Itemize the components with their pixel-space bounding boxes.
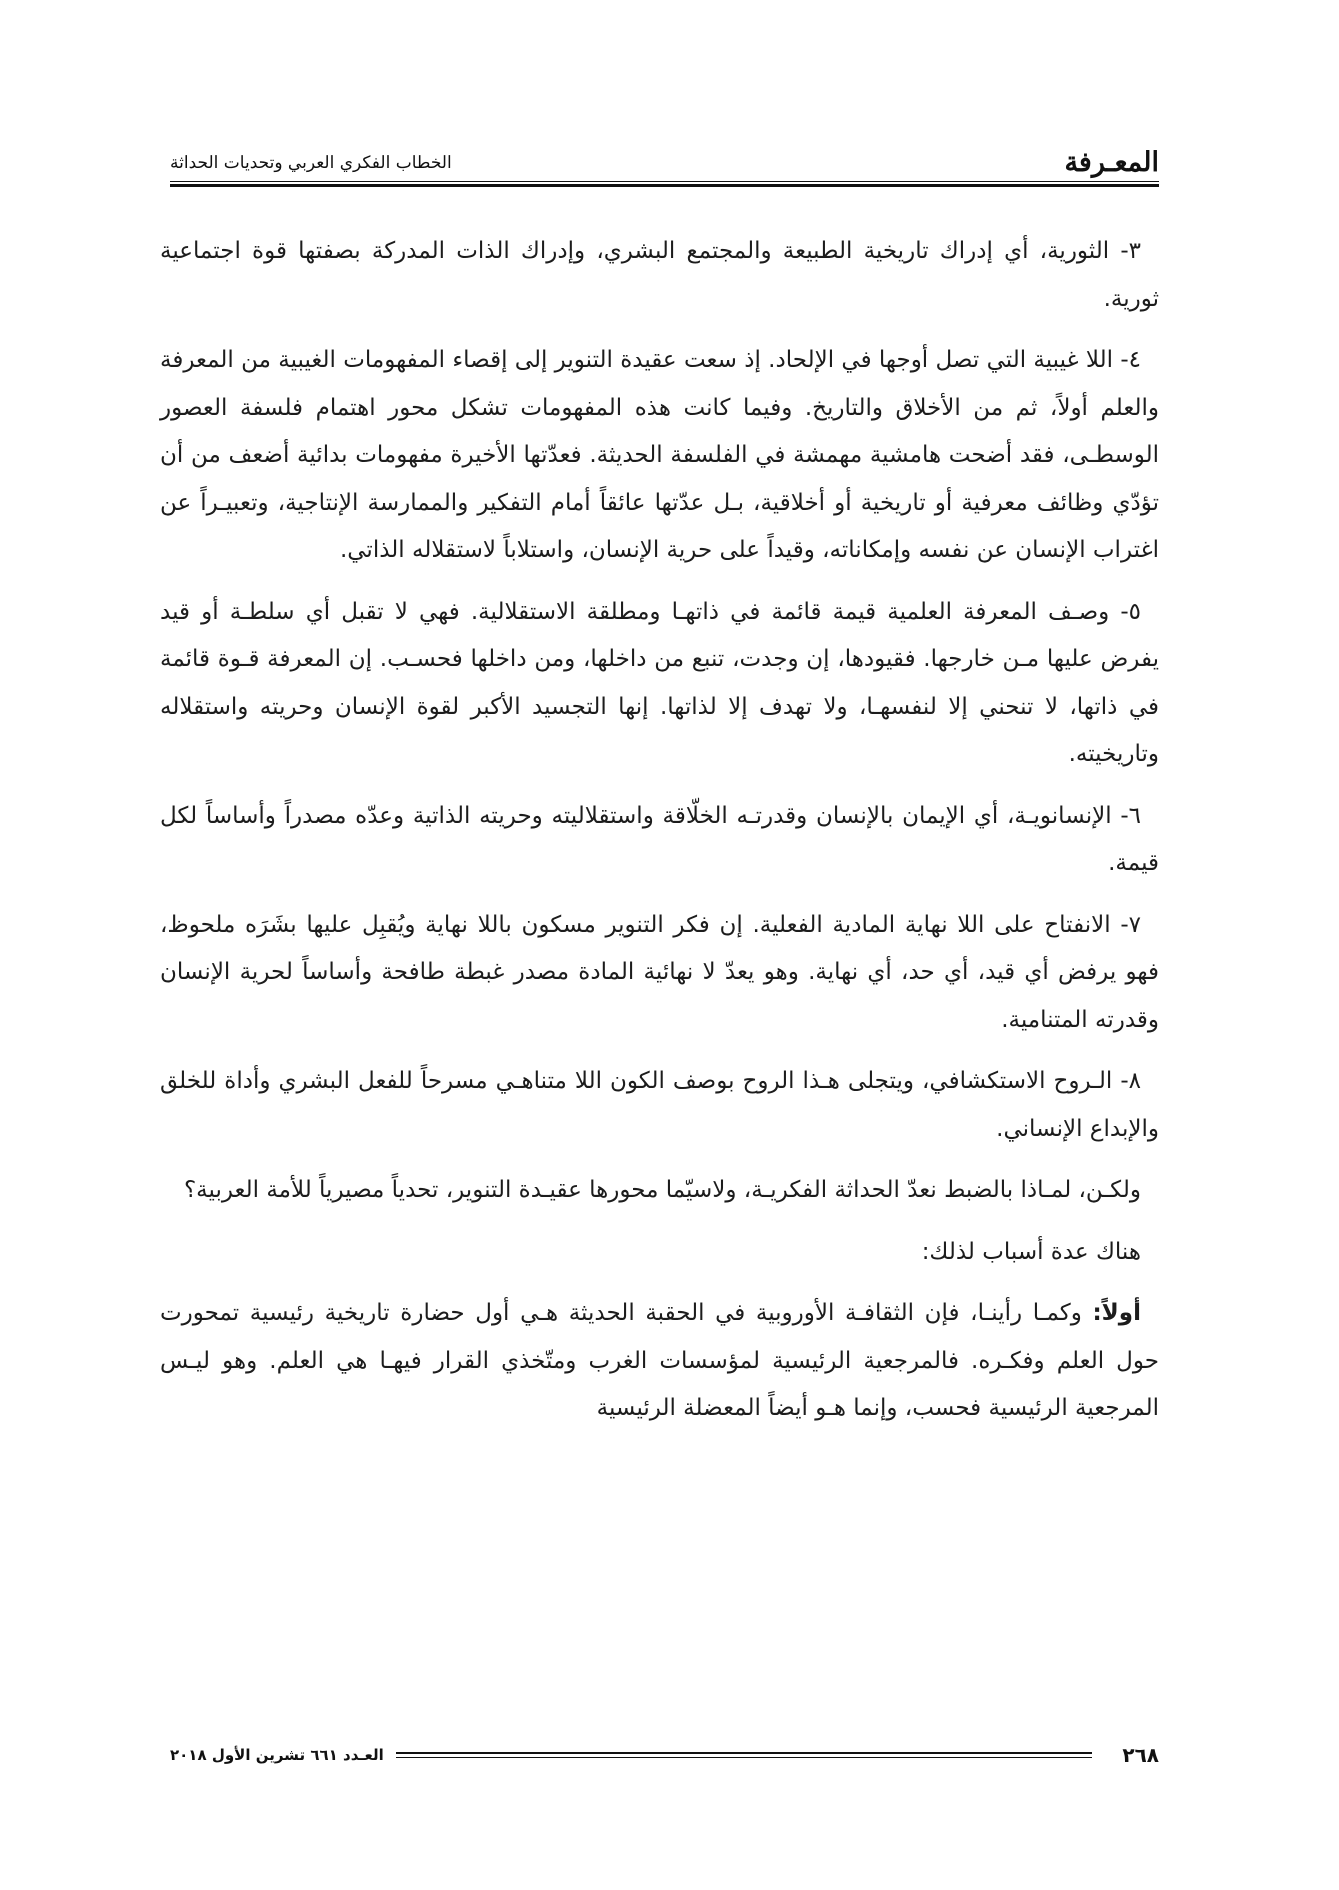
header-divider [170, 181, 1159, 182]
paragraph-text: ٤- اللا غيبية التي تصل أوجها في الإلحاد. إذ سعت عقيدة التنوير إلى إقصاء المفهومات الغيبية من المعرفة والعلم أولاً، ثم من الأخلاق والتاريخ. وفيما كانت هذه المفهومات تشكل محور اهتمام فلسفة العصور الوسطـى، فقد أضحت هامشية مهمشة في الفلسفة الحديثة. فعدّتها الأخيرة مفهومات بدائية أضعف من أن تؤدّي وظائف معرفية أو تاريخية أو أخلاقية، بـل عدّتها عائقاً أمام التفكير والممارسة الإنتاجية، وتعبيـراً عن اغتراب الإنسان عن نفسه وإمكاناته، وقيداً على حرية الإنسان، واستلاباً لاستقلاله الذاتي. [160, 347, 1159, 563]
paragraph-item-5 [160, 589, 1159, 779]
page-number: ٢٦٨ [1122, 1743, 1159, 1767]
paragraph-text: ٧- الانفتاح على اللا نهاية المادية الفعلية. إن فكر التنوير مسكون باللا نهاية ويُقبِل عليها بشَرَه ملحوظ، فهو يرفض أي قيد، أي حد، أي نهاية. وهو يعدّ لا نهائية المادة مصدر غبطة طافحة وأساساً لحرية الإنسان وقدرته المتنامية. [160, 911, 1159, 1033]
paragraph-item-7 [160, 902, 1159, 1045]
paragraph-text: ٣- الثورية، أي إدراك تاريخية الطبيعة والمجتمع البشري، وإدراك الذات المدركة بصفتها قوة اجتماعية ثورية. [160, 238, 1159, 312]
page-header [170, 128, 1159, 176]
paragraph-text: ٨- الـروح الاستكشافي، ويتجلى هـذا الروح بوصف الكون اللا متناهـي مسرحاً للفعل البشري وأداة للخلق والإبداع الإنساني. [160, 1068, 1159, 1142]
footer-divider [396, 1749, 1093, 1761]
paragraph-text: ٦- الإنسانويـة، أي الإيمان بالإنسان وقدرتـه الخلّاقة واستقلاليته وحريته الذاتية وعدّه مصدراً وأساساً لكل قيمة. [160, 802, 1159, 876]
paragraph-question [160, 1167, 1159, 1215]
paragraph-text: ولكـن، لمـاذا بالضبط نعدّ الحداثة الفكريـة، ولاسيّما محورها عقيـدة التنوير، تحدياً مصيرياً للأمة العربية؟ [183, 1177, 1141, 1203]
paragraph-item-4 [160, 337, 1159, 575]
paragraph-reasons-intro [160, 1229, 1159, 1277]
magazine-logo: المعـرفة [1064, 147, 1159, 178]
header-divider-thick [170, 184, 1159, 187]
paragraph-first-reason [160, 1290, 1159, 1433]
paragraph-text: ٥- وصـف المعرفة العلمية قيمة قائمة في ذاتهـا ومطلقة الاستقلالية. فهي لا تقبل أي سلطـة أو قيد يفرض عليها مـن خارجها. فقيودها، إن وجدت، تنبع من داخلها، ومن داخلها فحسـب. إن المعرفة قـوة قائمة في ذاتها، لا تنحني إلا لنفسهـا، ولا تهدف إلا لذاتها. إنها التجسيد الأكبر لقوة الإنسان وحريته واستقلاله وتاريخيته. [160, 598, 1159, 767]
article-body [160, 228, 1159, 1447]
paragraph-lead: أولاً: [1092, 1300, 1141, 1326]
paragraph-text: هناك عدة أسباب لذلك: [921, 1238, 1141, 1265]
paragraph-item-3 [160, 228, 1159, 323]
page-footer [170, 1740, 1159, 1770]
paragraph-item-8 [160, 1058, 1159, 1153]
paragraph-item-6 [160, 793, 1159, 888]
issue-info: العـدد ٦٦١ تشرين الأول ٢٠١٨ [170, 1746, 384, 1764]
paragraph-text: وكمـا رأينـا، فإن الثقافـة الأوروبية في الحقبة الحديثة هـي أول حضارة تاريخية رئيسية تمحورت حول العلم وفكـره. فالمرجعية الرئيسية لمؤسسات الغرب ومتّخذي القرار فيهـا هي العلم. وهو ليـس المرجعية الرئيسية فحسب، وإنما هـو أيضاً المعضلة الرئيسية [160, 1300, 1159, 1421]
running-title: الخطاب الفكري العربي وتحديات الحداثة [170, 153, 452, 173]
